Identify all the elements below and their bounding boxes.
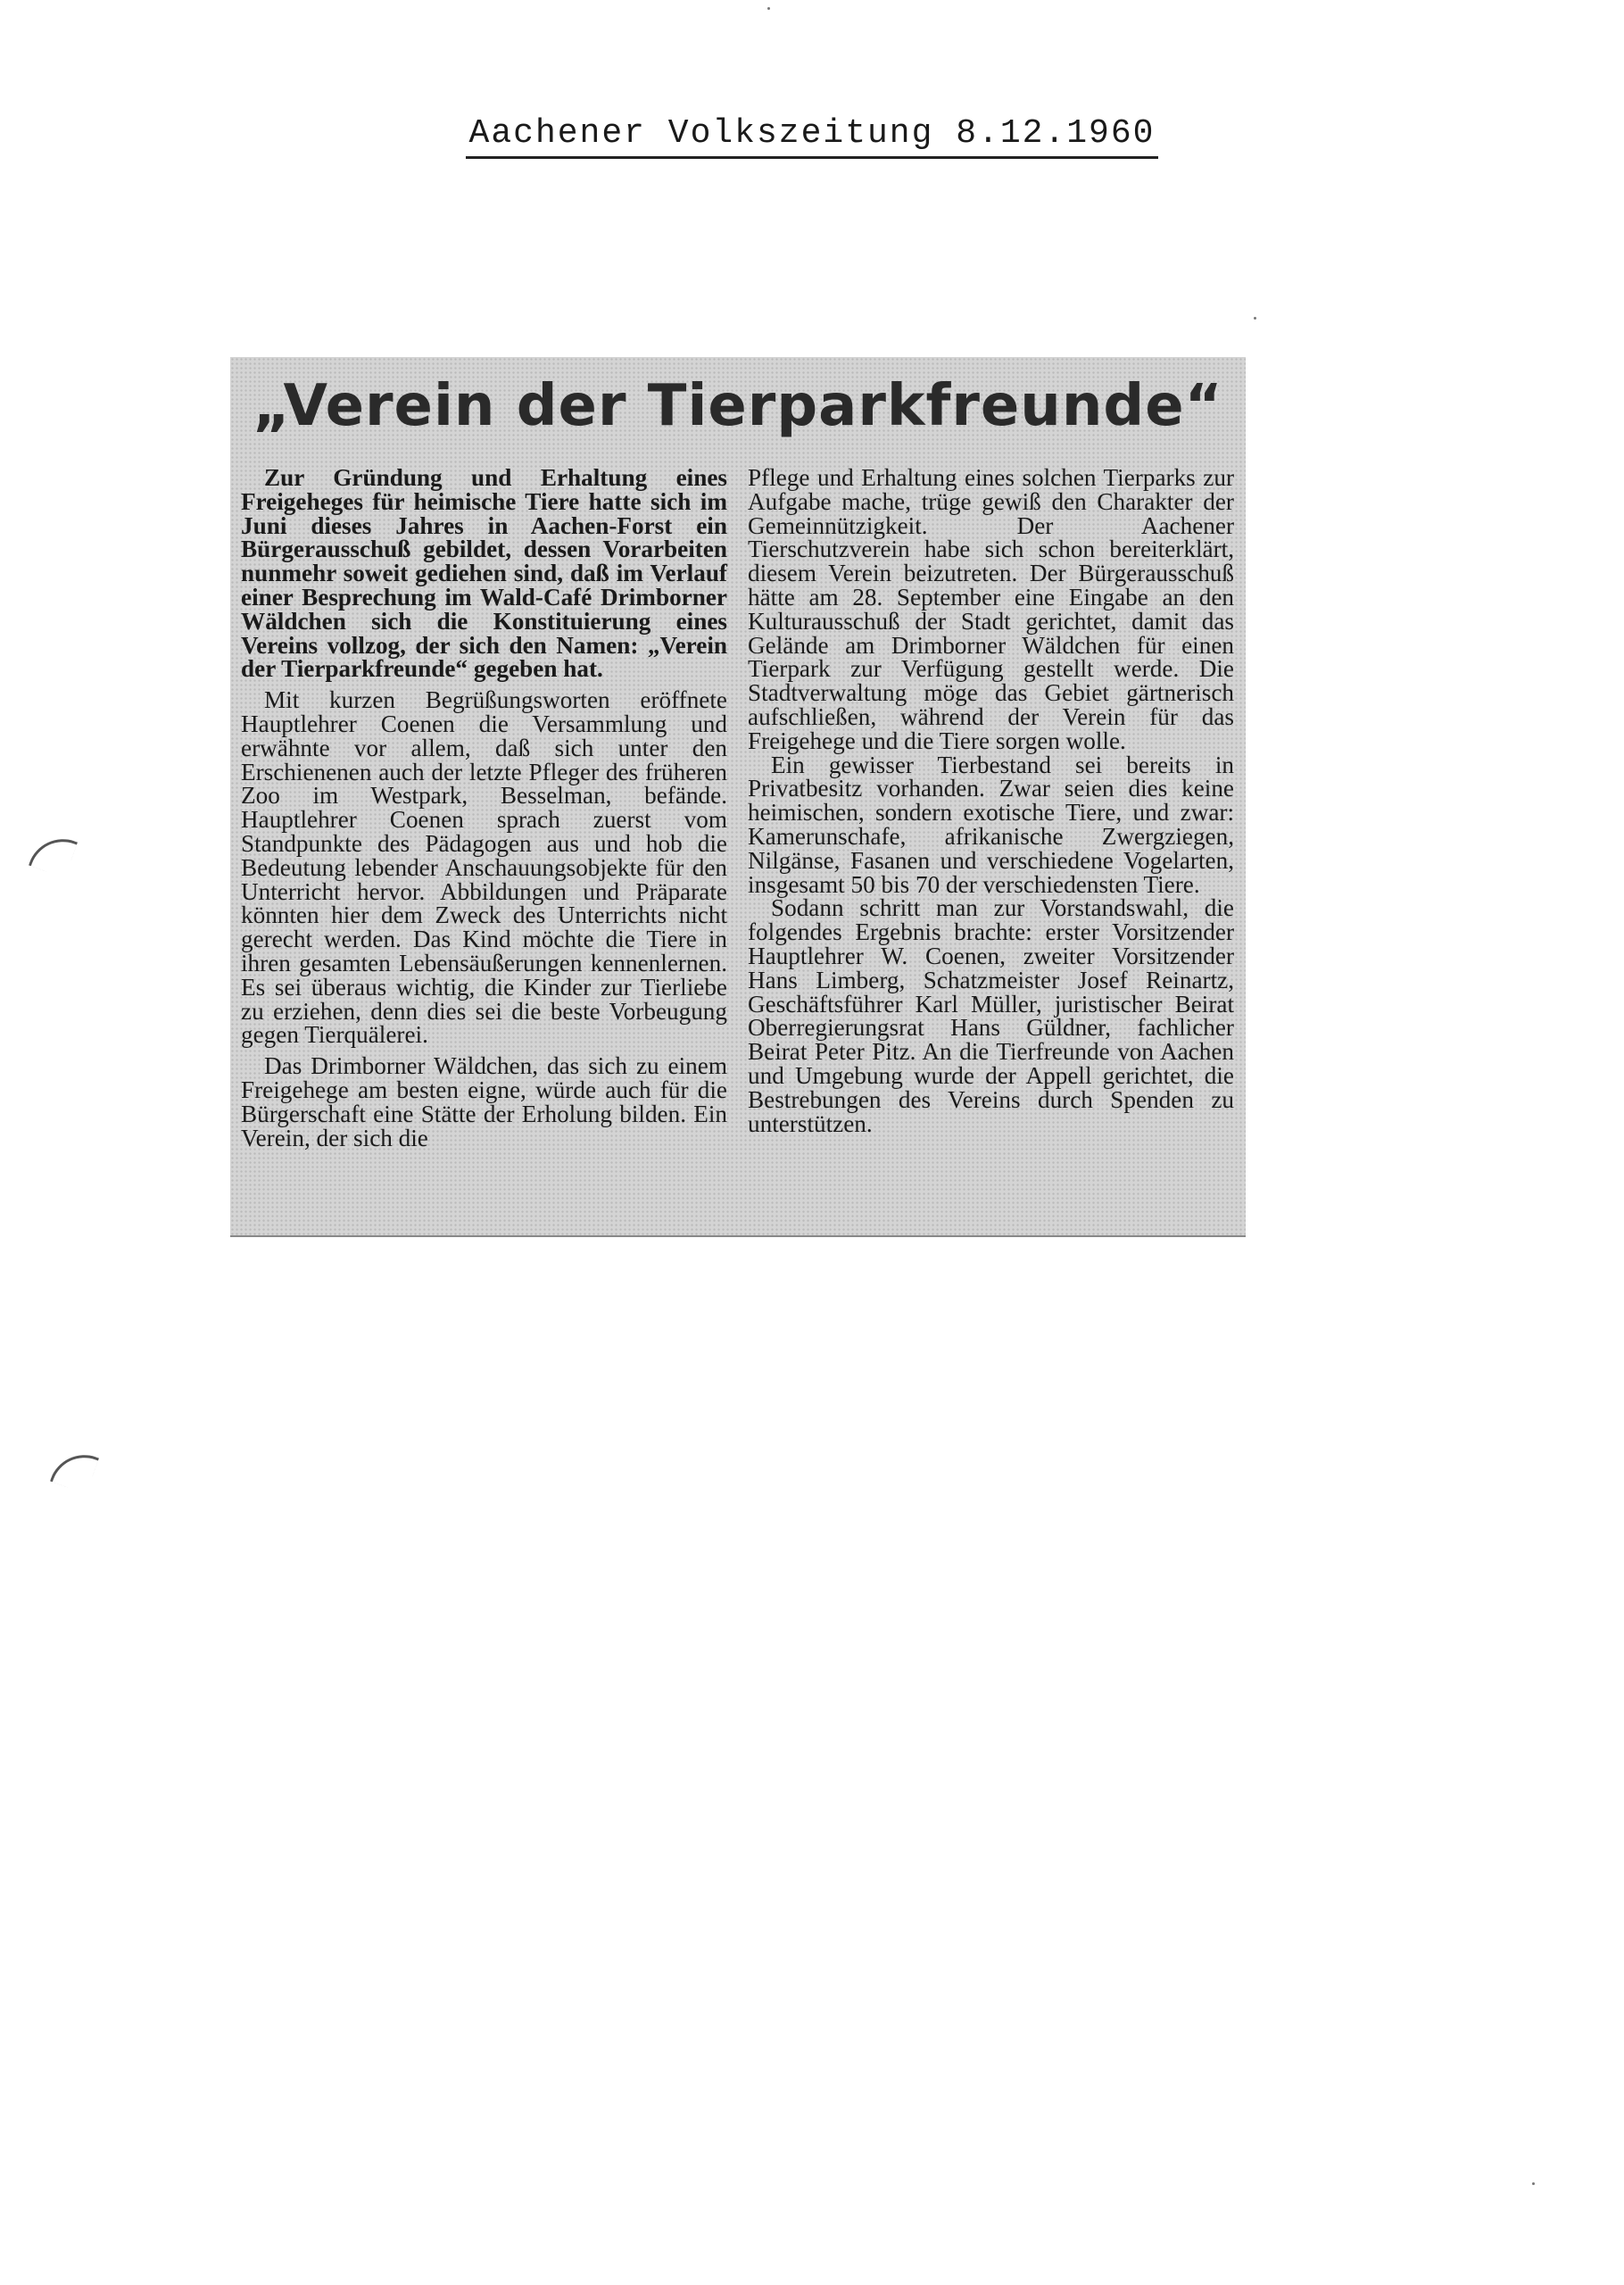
article-paragraph: Mit kurzen Begrüßungsworten eröffnete Hauptlehrer Coenen die Versammlung und erwähnte vor allem, daß sich unter den Erschienenen auch der letzte Pfleger des früheren Zoo im Westpark, Besselman, befände. Hauptlehrer Coenen sprach zuerst vom Standpunkte des Pädagogen aus und hob die Bedeutung lebender Anschauungsobjekte für den Unterricht hervor. Abbildungen und Präparate könnten hier dem Zweck des Unterrichts nicht gerecht werden. Das Kind möchte die Tiere in ihren gesamten Lebensäußerungen kennenlernen. Es sei überaus wichtig, die Kinder zur Tierliebe zu erziehen, denn dies sei die beste Vorbeugung gegen Tierquälerei. [241, 686, 727, 1049]
typed-source-heading [0, 114, 1624, 159]
margin-pencil-mark [50, 1445, 99, 1494]
margin-pencil-mark [29, 829, 78, 878]
article-paragraph: Sodann schritt man zur Vorstandswahl, die folgendes Ergebnis brachte: erster Vorsitzender Hauptlehrer W. Coenen, zweiter Vorsitzender Hans Limberg, Schatzmeister Josef Reinartz, Geschäftsführer Karl Müller, juristischer Beirat Oberregierungsrat Hans Güldner, fachlicher Beirat Peter Pitz. An die Tierfreunde von Aachen und Umgebung wurde der Appell gerichtet, die Bestrebungen des Vereins durch Spenden zu unterstützen. [748, 894, 1234, 1137]
article-right-column [748, 466, 1234, 1135]
article-lead-paragraph: Zur Gründung und Erhaltung eines Freigeheges für heimische Tiere hatte sich im Juni dieses Jahres in Aachen-Forst ein Bürgerausschuß gebildet, dessen Vorarbeiten nunmehr soweit gediehen sind, daß im Verlauf einer Besprechung im Wald-Café Drimborner Wäldchen sich die Konstituierung eines Vereins vollzog, der sich den Namen: „Verein der Tierparkfreunde“ gegeben hat. [241, 464, 727, 683]
article-paragraph: Pflege und Erhaltung eines solchen Tierparks zur Aufgabe mache, trüge gewiß den Charakter der Gemeinnützigkeit. Der Aachener Tierschutzverein habe sich schon bereiterklärt, diesem Verein beizutreten. Der Bürgerausschuß hätte am 28. September eine Eingabe an den Kulturausschuß der Stadt gerichtet, damit das Gelände am Drimborner Wäldchen für einen Tierpark zur Verfügung gestellt werde. Die Stadtverwaltung möge das Gebiet gärtnerisch aufschließen, während der Verein für das Freigehege und die Tiere sorgen wolle. [748, 464, 1234, 754]
article-paragraph: Das Drimborner Wäldchen, das sich zu einem Freigehege am besten eigne, würde auch für die Bürgerschaft eine Stätte der Erholung bilden. Ein Verein, der sich die [241, 1052, 727, 1151]
scan-speck [767, 7, 770, 10]
article-left-column [241, 466, 727, 1150]
typed-source-text: Aachener Volkszeitung 8.12.1960 [466, 114, 1159, 159]
scan-speck [1254, 317, 1256, 320]
scan-speck [1532, 2182, 1535, 2185]
newspaper-clipping [230, 357, 1246, 1237]
article-paragraph: Ein gewisser Tierbestand sei bereits in Privatbesitz vorhanden. Zwar seien dies keine heimischen, sondern exotische Tiere, und zwar: Kamerunschafe, afrikanische Zwergziegen, Nilgänse, Fasanen und verschiedene Vogelarten, insgesamt 50 bis 70 der verschiedensten Tiere. [748, 751, 1234, 898]
article-headline: „Verein der Tierparkfreunde“ [253, 373, 1223, 439]
